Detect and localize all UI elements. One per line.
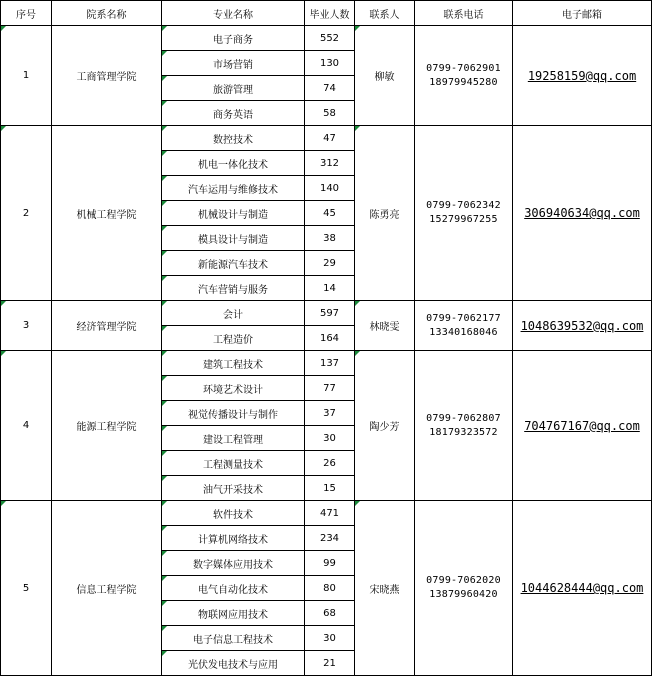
major-name: 光伏发电技术与应用: [162, 651, 305, 676]
mobile-phone: 13879960420: [429, 589, 498, 600]
header-major: 专业名称: [162, 1, 305, 26]
office-phone: 0799-7062177: [426, 312, 501, 324]
graduate-count: 140: [305, 176, 355, 201]
college-index: 3: [1, 301, 52, 351]
major-name: 软件技术: [162, 501, 305, 526]
table-body: [1, 26, 652, 676]
office-phone: 0799-7062342: [426, 200, 501, 211]
major-name: 计算机网络技术: [162, 526, 305, 551]
graduate-count: 30: [305, 626, 355, 651]
major-name: 机电一体化技术: [162, 151, 305, 176]
table-row: [1, 501, 652, 526]
major-name: 商务英语: [162, 101, 305, 126]
major-name: 工程造价: [162, 326, 305, 351]
header-college: 院系名称: [52, 1, 162, 26]
major-name: 工程测量技术: [162, 451, 305, 476]
major-name: 电子商务: [162, 26, 305, 51]
graduate-count: 68: [305, 601, 355, 626]
major-name: 建筑工程技术: [162, 351, 305, 376]
contact-email: [513, 351, 652, 501]
header-graduates: 毕业人数: [305, 1, 355, 26]
email-link[interactable]: 19258159@qq.com: [527, 68, 637, 83]
major-name: 会计: [162, 301, 305, 326]
graduate-count: 164: [305, 326, 355, 351]
graduate-count: 80: [305, 576, 355, 601]
major-name: 旅游管理: [162, 76, 305, 101]
header-index: 序号: [1, 1, 52, 26]
graduate-count: 471: [305, 501, 355, 526]
contact-phone: [415, 301, 513, 351]
graduate-count: 74: [305, 76, 355, 101]
contact-person: 陈勇亮: [355, 126, 415, 301]
contact-phone: [415, 126, 513, 301]
header-email: 电子邮箱: [513, 1, 652, 26]
graduate-count: 26: [305, 451, 355, 476]
college-index: 1: [1, 26, 52, 126]
contact-phone: [415, 351, 513, 501]
contact-phone: [415, 26, 513, 126]
contact-person: 柳敏: [355, 26, 415, 126]
contact-phone: [415, 501, 513, 676]
college-name: 机械工程学院: [52, 126, 162, 301]
major-name: 油气开采技术: [162, 476, 305, 501]
office-phone: 0799-7062901: [426, 62, 501, 74]
graduate-count: 15: [305, 476, 355, 501]
graduate-count: 14: [305, 276, 355, 301]
contact-email: [513, 301, 652, 351]
major-name: 建设工程管理: [162, 426, 305, 451]
graduate-count: 21: [305, 651, 355, 676]
college-name: 信息工程学院: [52, 501, 162, 676]
major-name: 视觉传播设计与制作: [162, 401, 305, 426]
major-name: 新能源汽车技术: [162, 251, 305, 276]
graduate-count: 47: [305, 126, 355, 151]
college-index: 2: [1, 126, 52, 301]
graduate-count: 234: [305, 526, 355, 551]
major-name: 模具设计与制造: [162, 226, 305, 251]
email-link[interactable]: 306940634@qq.com: [524, 206, 640, 220]
major-name: 环境艺术设计: [162, 376, 305, 401]
header-contact: 联系人: [355, 1, 415, 26]
table-row: [1, 126, 652, 151]
mobile-phone: 18179323572: [429, 426, 498, 438]
graduate-count: 130: [305, 51, 355, 76]
major-name: 数控技术: [162, 126, 305, 151]
graduate-count: 45: [305, 201, 355, 226]
graduate-count: 77: [305, 376, 355, 401]
graduate-count: 137: [305, 351, 355, 376]
email-link[interactable]: 704767167@qq.com: [524, 418, 640, 433]
contact-email: [513, 501, 652, 676]
mobile-phone: 15279967255: [429, 214, 498, 225]
graduate-count: 29: [305, 251, 355, 276]
contact-person: 宋晓燕: [355, 501, 415, 676]
table-row: [1, 301, 652, 326]
major-name: 物联网应用技术: [162, 601, 305, 626]
college-name: 经济管理学院: [52, 301, 162, 351]
major-name: 数字媒体应用技术: [162, 551, 305, 576]
college-index: 5: [1, 501, 52, 676]
table-row: [1, 351, 652, 376]
office-phone: 0799-7062020: [426, 575, 501, 586]
graduate-count: 58: [305, 101, 355, 126]
graduate-count: 312: [305, 151, 355, 176]
major-name: 电子信息工程技术: [162, 626, 305, 651]
email-link[interactable]: 1048639532@qq.com: [520, 318, 644, 333]
graduate-count: 99: [305, 551, 355, 576]
mobile-phone: 18979945280: [429, 76, 498, 88]
major-name: 电气自动化技术: [162, 576, 305, 601]
office-phone: 0799-7062807: [426, 412, 501, 424]
contact-person: 林晓雯: [355, 301, 415, 351]
graduate-count: 37: [305, 401, 355, 426]
contact-email: [513, 26, 652, 126]
college-index: 4: [1, 351, 52, 501]
major-name: 市场营销: [162, 51, 305, 76]
contact-person: 陶少芳: [355, 351, 415, 501]
header-row: [1, 1, 652, 26]
contact-email: [513, 126, 652, 301]
major-name: 机械设计与制造: [162, 201, 305, 226]
graduate-count: 552: [305, 26, 355, 51]
graduate-count: 38: [305, 226, 355, 251]
graduate-count: 597: [305, 301, 355, 326]
major-name: 汽车运用与维修技术: [162, 176, 305, 201]
email-link[interactable]: 1044628444@qq.com: [520, 581, 644, 595]
college-name: 能源工程学院: [52, 351, 162, 501]
graduate-count: 30: [305, 426, 355, 451]
major-name: 汽车营销与服务: [162, 276, 305, 301]
table-row: [1, 26, 652, 51]
college-name: 工商管理学院: [52, 26, 162, 126]
mobile-phone: 13340168046: [429, 326, 498, 338]
header-phone: 联系电话: [415, 1, 513, 26]
